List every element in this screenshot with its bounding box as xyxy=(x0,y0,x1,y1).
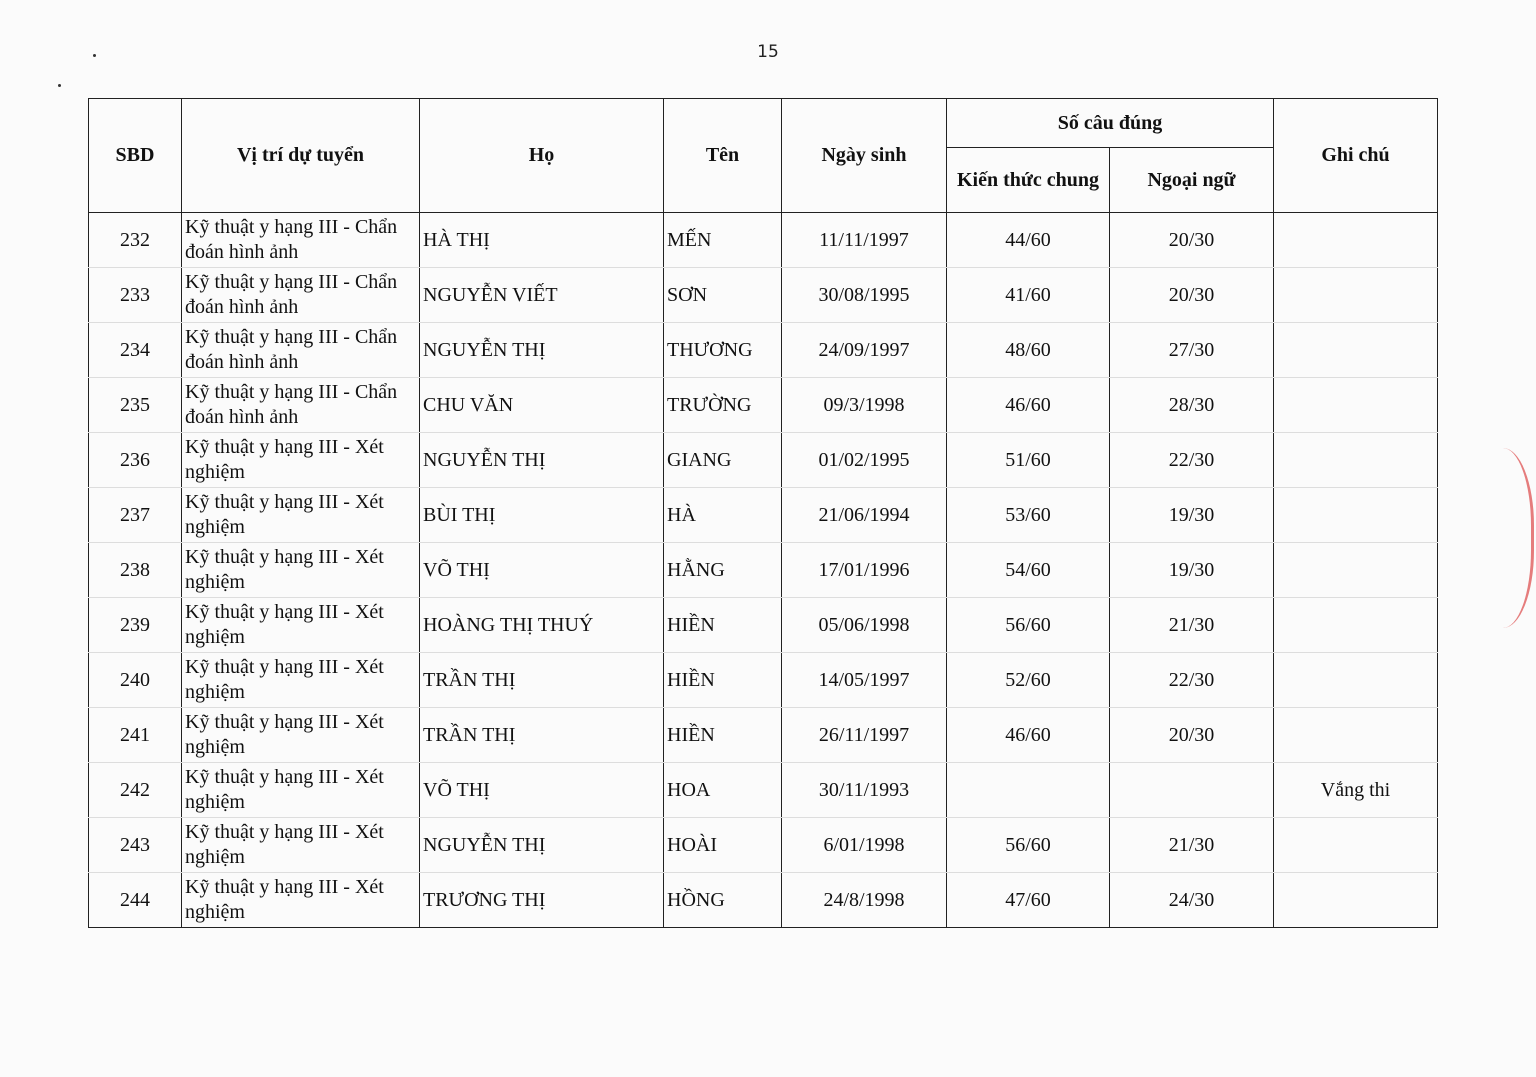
cell-note xyxy=(1274,543,1438,598)
cell-note: Vắng thi xyxy=(1274,763,1438,818)
table-row xyxy=(89,433,1438,488)
header-general-knowledge: Kiến thức chung xyxy=(947,148,1110,213)
table-row xyxy=(89,268,1438,323)
cell-first-name: HỒNG xyxy=(664,873,782,928)
table-row xyxy=(89,323,1438,378)
cell-last-name: TRƯƠNG THỊ xyxy=(420,873,664,928)
cell-note xyxy=(1274,323,1438,378)
cell-sbd: 244 xyxy=(89,873,182,928)
cell-note xyxy=(1274,268,1438,323)
cell-first-name: HOÀI xyxy=(664,818,782,873)
cell-first-name: HOA xyxy=(664,763,782,818)
cell-dob: 24/8/1998 xyxy=(782,873,947,928)
cell-position: Kỹ thuật y hạng III - Chẩn đoán hình ảnh xyxy=(182,213,420,268)
cell-general-score: 46/60 xyxy=(947,378,1110,433)
cell-position: Kỹ thuật y hạng III - Xét nghiệm xyxy=(182,818,420,873)
cell-general-score xyxy=(947,763,1110,818)
cell-sbd: 236 xyxy=(89,433,182,488)
cell-general-score: 53/60 xyxy=(947,488,1110,543)
header-position: Vị trí dự tuyển xyxy=(182,99,420,213)
cell-general-score: 52/60 xyxy=(947,653,1110,708)
cell-language-score: 28/30 xyxy=(1110,378,1274,433)
cell-last-name: HOÀNG THỊ THUÝ xyxy=(420,598,664,653)
cell-dob: 30/11/1993 xyxy=(782,763,947,818)
cell-dob: 14/05/1997 xyxy=(782,653,947,708)
table-body xyxy=(89,213,1438,928)
cell-language-score: 21/30 xyxy=(1110,598,1274,653)
cell-sbd: 232 xyxy=(89,213,182,268)
cell-note xyxy=(1274,818,1438,873)
cell-general-score: 44/60 xyxy=(947,213,1110,268)
cell-sbd: 238 xyxy=(89,543,182,598)
cell-language-score: 19/30 xyxy=(1110,488,1274,543)
cell-dob: 11/11/1997 xyxy=(782,213,947,268)
cell-general-score: 46/60 xyxy=(947,708,1110,763)
cell-language-score: 24/30 xyxy=(1110,873,1274,928)
cell-general-score: 48/60 xyxy=(947,323,1110,378)
cell-sbd: 233 xyxy=(89,268,182,323)
cell-sbd: 242 xyxy=(89,763,182,818)
cell-last-name: NGUYỄN THỊ xyxy=(420,323,664,378)
cell-language-score: 20/30 xyxy=(1110,708,1274,763)
cell-general-score: 56/60 xyxy=(947,598,1110,653)
table-row xyxy=(89,378,1438,433)
cell-dob: 01/02/1995 xyxy=(782,433,947,488)
table-row xyxy=(89,543,1438,598)
table-row xyxy=(89,488,1438,543)
cell-last-name: TRẦN THỊ xyxy=(420,653,664,708)
table-row xyxy=(89,708,1438,763)
cell-last-name: VÕ THỊ xyxy=(420,763,664,818)
cell-last-name: CHU VĂN xyxy=(420,378,664,433)
cell-dob: 05/06/1998 xyxy=(782,598,947,653)
cell-dob: 09/3/1998 xyxy=(782,378,947,433)
cell-first-name: HÀ xyxy=(664,488,782,543)
cell-general-score: 51/60 xyxy=(947,433,1110,488)
cell-general-score: 41/60 xyxy=(947,268,1110,323)
table-row xyxy=(89,653,1438,708)
cell-last-name: BÙI THỊ xyxy=(420,488,664,543)
cell-sbd: 239 xyxy=(89,598,182,653)
cell-position: Kỹ thuật y hạng III - Xét nghiệm xyxy=(182,598,420,653)
cell-dob: 17/01/1996 xyxy=(782,543,947,598)
cell-general-score: 56/60 xyxy=(947,818,1110,873)
cell-position: Kỹ thuật y hạng III - Xét nghiệm xyxy=(182,873,420,928)
cell-position: Kỹ thuật y hạng III - Chẩn đoán hình ảnh xyxy=(182,378,420,433)
cell-position: Kỹ thuật y hạng III - Xét nghiệm xyxy=(182,488,420,543)
results-table xyxy=(88,98,1438,928)
cell-position: Kỹ thuật y hạng III - Chẩn đoán hình ảnh xyxy=(182,323,420,378)
cell-last-name: VÕ THỊ xyxy=(420,543,664,598)
cell-sbd: 235 xyxy=(89,378,182,433)
cell-last-name: NGUYỄN VIẾT xyxy=(420,268,664,323)
cell-language-score: 22/30 xyxy=(1110,653,1274,708)
cell-last-name: NGUYỄN THỊ xyxy=(420,818,664,873)
cell-sbd: 243 xyxy=(89,818,182,873)
cell-dob: 30/08/1995 xyxy=(782,268,947,323)
cell-dob: 21/06/1994 xyxy=(782,488,947,543)
cell-first-name: SƠN xyxy=(664,268,782,323)
cell-first-name: HẰNG xyxy=(664,543,782,598)
cell-note xyxy=(1274,488,1438,543)
cell-first-name: THƯƠNG xyxy=(664,323,782,378)
header-foreign-language: Ngoại ngữ xyxy=(1110,148,1274,213)
table-row xyxy=(89,818,1438,873)
cell-last-name: HÀ THỊ xyxy=(420,213,664,268)
cell-note xyxy=(1274,433,1438,488)
header-first-name: Tên xyxy=(664,99,782,213)
cell-sbd: 241 xyxy=(89,708,182,763)
cell-position: Kỹ thuật y hạng III - Xét nghiệm xyxy=(182,653,420,708)
cell-first-name: HIỀN xyxy=(664,653,782,708)
cell-dob: 26/11/1997 xyxy=(782,708,947,763)
cell-sbd: 240 xyxy=(89,653,182,708)
page-number: 15 xyxy=(757,42,779,62)
header-sbd: SBD xyxy=(89,99,182,213)
cell-first-name: TRƯỜNG xyxy=(664,378,782,433)
cell-language-score: 20/30 xyxy=(1110,213,1274,268)
cell-dob: 24/09/1997 xyxy=(782,323,947,378)
cell-language-score: 21/30 xyxy=(1110,818,1274,873)
cell-language-score: 19/30 xyxy=(1110,543,1274,598)
cell-general-score: 47/60 xyxy=(947,873,1110,928)
stamp-edge-mark xyxy=(1503,448,1534,628)
cell-language-score: 27/30 xyxy=(1110,323,1274,378)
header-row xyxy=(89,99,1438,148)
cell-position: Kỹ thuật y hạng III - Xét nghiệm xyxy=(182,708,420,763)
cell-note xyxy=(1274,873,1438,928)
cell-sbd: 234 xyxy=(89,323,182,378)
header-correct-answers: Số câu đúng xyxy=(947,99,1274,148)
cell-first-name: MẾN xyxy=(664,213,782,268)
cell-position: Kỹ thuật y hạng III - Xét nghiệm xyxy=(182,543,420,598)
cell-last-name: TRẦN THỊ xyxy=(420,708,664,763)
cell-language-score: 20/30 xyxy=(1110,268,1274,323)
cell-first-name: GIANG xyxy=(664,433,782,488)
scan-speck xyxy=(93,54,96,57)
cell-position: Kỹ thuật y hạng III - Xét nghiệm xyxy=(182,433,420,488)
cell-position: Kỹ thuật y hạng III - Chẩn đoán hình ảnh xyxy=(182,268,420,323)
cell-note xyxy=(1274,213,1438,268)
cell-sbd: 237 xyxy=(89,488,182,543)
cell-language-score: 22/30 xyxy=(1110,433,1274,488)
table-row xyxy=(89,213,1438,268)
header-notes: Ghi chú xyxy=(1274,99,1438,213)
table-row xyxy=(89,873,1438,928)
cell-note xyxy=(1274,598,1438,653)
table-row xyxy=(89,763,1438,818)
cell-position: Kỹ thuật y hạng III - Xét nghiệm xyxy=(182,763,420,818)
cell-language-score xyxy=(1110,763,1274,818)
cell-dob: 6/01/1998 xyxy=(782,818,947,873)
cell-last-name: NGUYỄN THỊ xyxy=(420,433,664,488)
cell-general-score: 54/60 xyxy=(947,543,1110,598)
scan-speck xyxy=(58,84,61,87)
cell-first-name: HIỀN xyxy=(664,598,782,653)
table-row xyxy=(89,598,1438,653)
cell-first-name: HIỀN xyxy=(664,708,782,763)
header-last-name: Họ xyxy=(420,99,664,213)
header-dob: Ngày sinh xyxy=(782,99,947,213)
cell-note xyxy=(1274,653,1438,708)
cell-note xyxy=(1274,708,1438,763)
cell-note xyxy=(1274,378,1438,433)
